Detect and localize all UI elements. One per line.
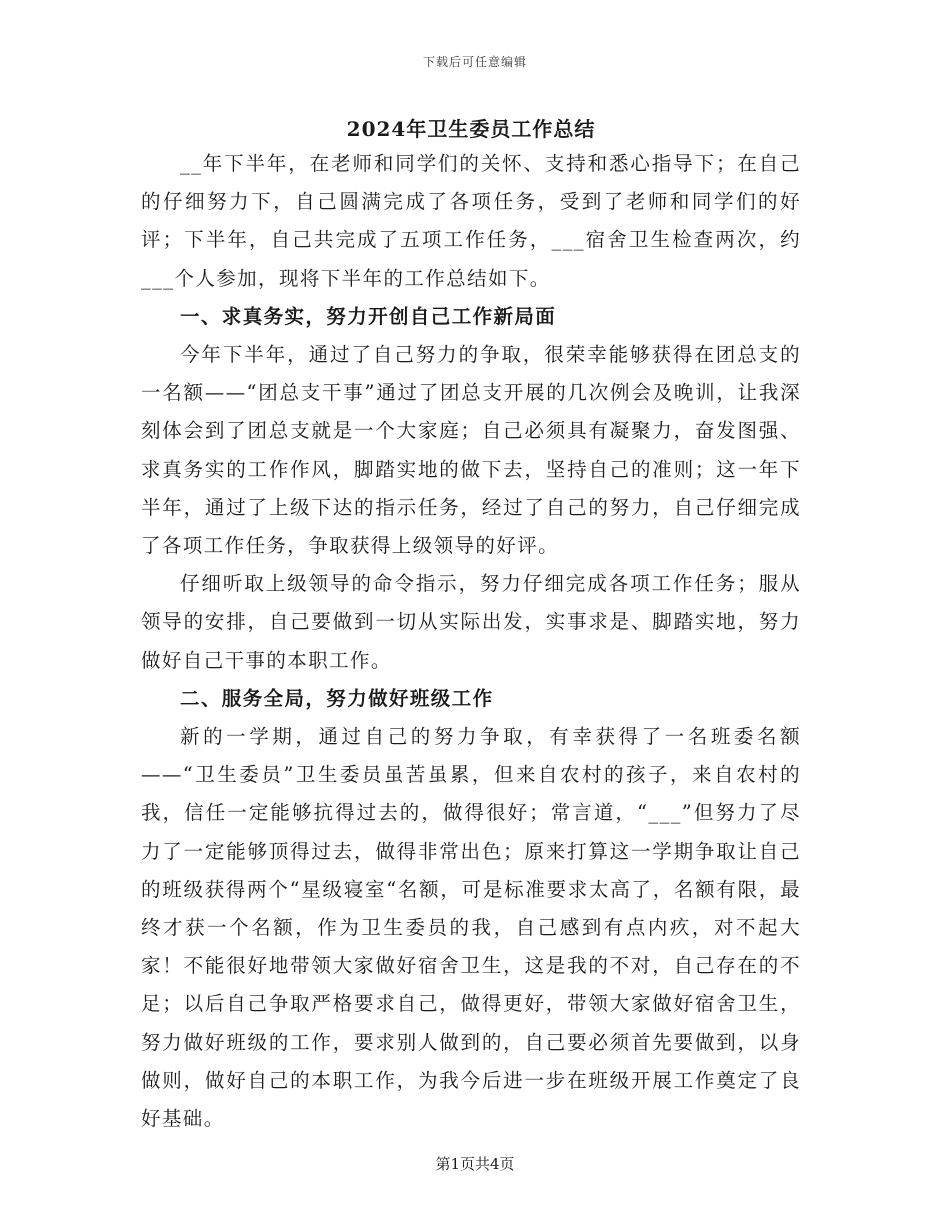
section-1-paragraph-2: 仔细听取上级领导的命令指示，努力仔细完成各项工作任务；服从领导的安排，自己要做到一切从实际出发，实事求是、脚踏实地，努力做好自己干事的本职工作。 (141, 572, 801, 672)
header-note: 下载后可任意编辑 (422, 55, 527, 69)
document-title: 2024年卫生委员工作总结 (346, 117, 596, 141)
page-footer: 第1页共4页 (435, 1155, 515, 1173)
section-2-heading: 二、服务全局，努力做好班级工作 (180, 686, 494, 710)
section-1-heading: 一、求真务实，努力开创自己工作新局面 (180, 304, 557, 328)
document-body (141, 113, 801, 1138)
section-2-paragraph-1: 新的一学期，通过自己的努力争取，有幸获得了一名班委名额——“卫生委员”卫生委员虽苦虽累，但来自农村的孩子，来自农村的我，信任一定能够抗得过去的，做得很好；常言道，“___”但努力了尽力了一定能够顶得过去，做得非常出色；原来打算这一学期争取让自己的班级获得两个“星级寝室“名额，可是标准要求太高了，名额有限，最终才获一个名额，作为卫生委员的我，自己感到有点内疚，对不起大家！不能很好地带领大家做好宿舍卫生，这是我的不对，自己存在的不足；以后自己争取严格要求自己，做得更好，带领大家做好宿舍卫生，努力做好班级的工作，要求别人做到的，自己要必须首先要做到，以身做则，做好自己的本职工作，为我今后进一步在班级开展工作奠定了良好基础。 (141, 725, 801, 1131)
section-1-paragraph-1: 今年下半年，通过了自己努力的争取，很荣幸能够获得在团总支的一名额——“团总支干事”通过了团总支开展的几次例会及晚训，让我深刻体会到了团总支就是一个大家庭；自己必须具有凝聚力，奋发图强、求真务实的工作作风，脚踏实地的做下去，坚持自己的准则；这一年下半年，通过了上级下达的指示任务，经过了自己的努力，自己仔细完成了各项工作任务，争取获得上级领导的好评。 (141, 343, 801, 558)
intro-paragraph: __年下半年，在老师和同学们的关怀、支持和悉心指导下；在自己的仔细努力下，自己圆满完成了各项任务，受到了老师和同学们的好评；下半年，自己共完成了五项工作任务，___宿舍卫生检查两次，约___个人参加，现将下半年的工作总结如下。 (141, 152, 801, 290)
